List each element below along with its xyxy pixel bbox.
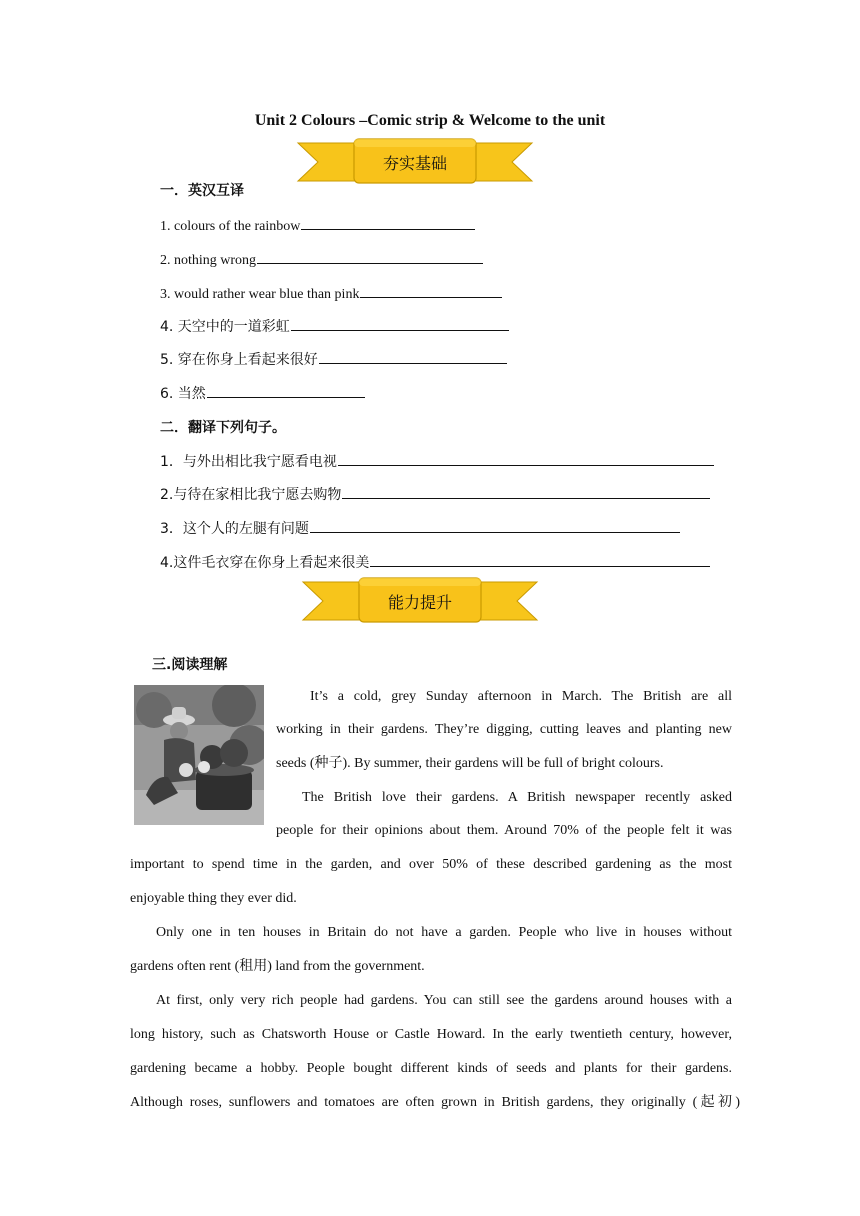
banner-basic-label: 夯实基础 [382,153,447,173]
exercise-item [160,552,710,572]
item-text: 2. nothing wrong [160,253,257,268]
banner-basic [296,137,534,187]
passage-line: Although roses, sunflowers and tomatoes are often grown in British gardens, they originally (起初) [130,1095,740,1110]
answer-blank[interactable] [338,451,714,466]
passage-line: seeds (种子). By summer, their gardens will be full of bright colours. [276,756,664,771]
gardener-photo [134,685,264,825]
passage-line: enjoyable thing they ever did. [130,891,297,906]
item-text: 3．这个人的左腿有问题 [160,521,309,537]
section3-heading: 三.阅读理解 [152,657,228,673]
banner-advanced [301,576,539,626]
answer-blank[interactable] [291,316,509,331]
exercise-item [160,484,710,504]
item-text: 4.这件毛衣穿在你身上看起来很美 [160,555,370,571]
answer-blank[interactable] [342,484,710,499]
item-text: 6. 当然 [160,386,206,402]
item-text: 1. colours of the rainbow [160,219,301,234]
section2-heading: 二．翻译下列句子。 [160,420,286,436]
banner-advanced-label: 能力提升 [387,592,452,612]
passage-line: gardening became a hobby. People bought different kinds of seeds and plants for their gardens. [130,1061,732,1076]
passage-line: long history, such as Chatsworth House or Castle Howard. In the early twentieth century, however, [130,1027,732,1042]
exercise-item [160,518,680,538]
page-title: Unit 2 Colours –Comic strip & Welcome to the unit [254,112,606,129]
exercise-item [160,215,475,235]
exercise-item [160,249,483,269]
exercise-item [160,316,509,336]
passage-line: It’s a cold, grey Sunday afternoon in March. The British are all [310,689,732,704]
exercise-item [160,451,714,471]
item-text: 2.与待在家相比我宁愿去购物 [160,487,342,503]
answer-blank[interactable] [301,215,475,230]
answer-blank[interactable] [370,552,710,567]
answer-blank[interactable] [319,349,507,364]
item-text: 5. 穿在你身上看起来很好 [160,352,318,368]
exercise-item [160,349,507,369]
answer-blank[interactable] [207,383,365,398]
exercise-item [160,383,365,403]
passage-line: people for their opinions about them. Around 70% of the people felt it was [276,823,732,838]
answer-blank[interactable] [360,283,502,298]
item-text: 4. 天空中的一道彩虹 [160,319,290,335]
item-text: 1．与外出相比我宁愿看电视 [160,454,337,470]
item-text: 3. would rather wear blue than pink [160,287,360,302]
exercise-item [160,283,502,303]
answer-blank[interactable] [310,518,680,533]
passage-line: important to spend time in the garden, and over 50% of these described gardening as the most [130,857,732,872]
passage-line: At first, only very rich people had gardens. You can still see the gardens around houses with a [156,993,732,1008]
passage-line: Only one in ten houses in Britain do not have a garden. People who live in houses without [156,925,732,940]
passage-line: gardens often rent (租用) land from the government. [130,959,425,974]
passage-line: The British love their gardens. A British newspaper recently asked [302,790,732,805]
answer-blank[interactable] [257,249,483,264]
section1-heading: 一．英汉互译 [160,183,244,199]
passage-line: working in their gardens. They’re digging, cutting leaves and planting new [276,722,732,737]
